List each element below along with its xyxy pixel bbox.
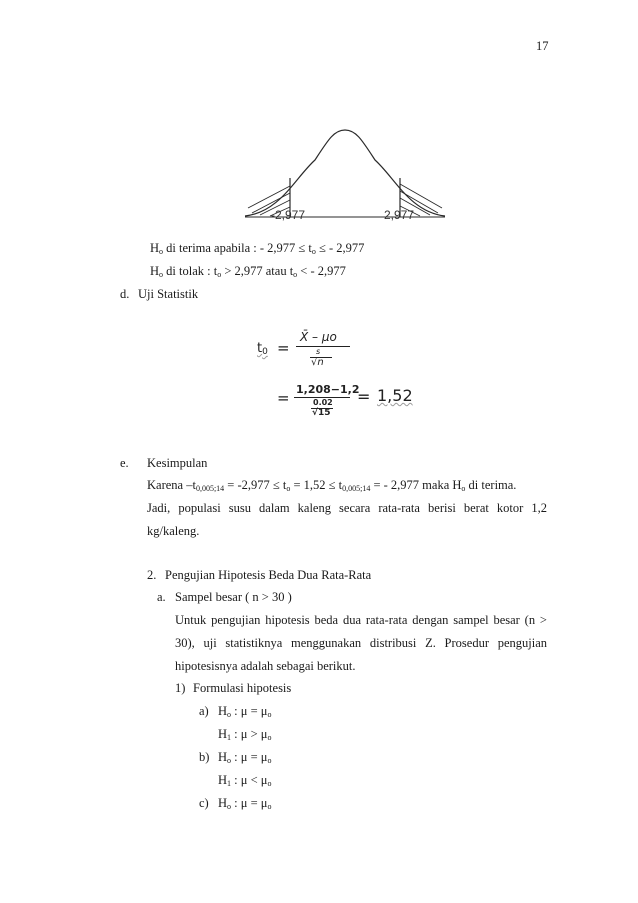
item-a-h0-text: : μ = μ xyxy=(231,704,268,718)
item-a-h1 xyxy=(218,726,271,746)
curve-left-label: -2,977 xyxy=(271,208,306,222)
formula-lhs-t: t xyxy=(257,341,263,356)
conclusion-1d: = - 2,977 maka H xyxy=(370,478,462,492)
subsection-a-title: Sampel besar ( n > 30 ) xyxy=(175,590,292,604)
conclusion-1c: = 1,52 ≤ t xyxy=(290,478,343,492)
item-b-h0-text: : μ = μ xyxy=(231,750,268,764)
sub1-title: Formulasi hipotesis xyxy=(193,681,292,695)
paragraph-line-2: 30), uji statistiknya menggunakan distribusi Z. Prosedur pengujian xyxy=(175,636,547,650)
section-d-title: Uji Statistik xyxy=(138,287,199,301)
page-number: 17 xyxy=(536,39,549,53)
item-c-h0-text: : μ = μ xyxy=(231,796,268,810)
item-a-h1-sub: 1 xyxy=(227,733,232,742)
reject-rule-sub2: o xyxy=(217,270,222,279)
item-c-h0 xyxy=(218,795,271,815)
reject-rule-text3: < - 2,977 xyxy=(297,264,346,278)
reject-rule-prefix: H xyxy=(150,264,160,278)
conclusion-line-2: Jadi, populasi susu dalam kaleng secara rata-rata berisi berat kotor 1,2 xyxy=(147,501,547,515)
conclusion-line-3: kg/kaleng. xyxy=(147,524,200,538)
reject-rule-text: di tolak : t xyxy=(163,264,218,278)
item-b-h1-tail: o xyxy=(267,779,272,788)
formula-den1-top: s xyxy=(316,347,321,356)
item-a-h0-tail: o xyxy=(267,710,272,719)
formula-eq-2: = xyxy=(277,389,290,407)
item-b-h0 xyxy=(218,749,271,769)
formula-result: 1,52 xyxy=(377,386,413,405)
item-a-h0 xyxy=(218,703,271,723)
conclusion-1e: di terima. xyxy=(465,478,517,492)
conclusion-1-sub1: 0,005;14 xyxy=(195,484,225,493)
item-a-h1-tail: o xyxy=(267,733,272,742)
formula-den1-bottom: √n xyxy=(311,357,324,368)
section-d-label: d. xyxy=(120,287,130,301)
conclusion-1-sub2: o xyxy=(286,484,291,493)
item-b-h0-sub: o xyxy=(227,756,232,765)
item-a-h0-sub: o xyxy=(227,710,232,719)
section-e-title: Kesimpulan xyxy=(147,456,208,470)
accept-rule-text: di terima apabila : - 2,977 ≤ t xyxy=(163,241,312,255)
item-b-label: b) xyxy=(199,750,210,764)
formula-eq-1: = xyxy=(277,339,290,357)
formula-lhs-sub: 0 xyxy=(262,347,268,357)
formula-bar-1 xyxy=(296,346,350,347)
formula-lhs xyxy=(257,341,268,357)
conclusion-1-sub3: 0,005;14 xyxy=(342,484,371,493)
item-b-h0-h: H xyxy=(218,750,228,764)
item-b-h0-tail: o xyxy=(267,756,272,765)
accept-rule-sub2: o xyxy=(311,247,316,256)
formula-den2-top: 0.02 xyxy=(313,398,333,407)
formula-den2-bottom: √15 xyxy=(312,408,331,418)
conclusion-1b: = -2,977 ≤ t xyxy=(224,478,287,492)
bell-curve xyxy=(245,130,445,216)
item-b-h1-text: : μ < μ xyxy=(231,773,268,787)
paragraph-line-1: Untuk pengujian hipotesis beda dua rata-rata dengan sampel besar (n > xyxy=(175,613,547,627)
sub1-label: 1) xyxy=(175,681,186,695)
accept-rule-prefix: H xyxy=(150,241,160,255)
reject-rule-sub: o xyxy=(159,270,164,279)
paragraph-line-3: hipotesisnya adalah sebagai berikut. xyxy=(175,659,356,673)
formula-num-2: 1,208−1,2 xyxy=(296,383,360,396)
reject-rule-sub3: o xyxy=(293,270,298,279)
reject-rule-text2: > 2,977 atau t xyxy=(221,264,294,278)
item-a-h1-h: H xyxy=(218,727,228,741)
conclusion-line-1 xyxy=(147,477,516,497)
accept-rule-sub: o xyxy=(159,247,164,256)
item-b-h1-h: H xyxy=(218,773,228,787)
section-2-title: Pengujian Hipotesis Beda Dua Rata-Rata xyxy=(165,568,372,582)
conclusion-1a: Karena –t xyxy=(147,478,196,492)
section-e-label: e. xyxy=(120,456,129,470)
formula-eq-3: = xyxy=(357,387,371,406)
accept-rule xyxy=(150,240,364,260)
section-2-label: 2. xyxy=(147,568,157,582)
reject-rule xyxy=(150,263,346,283)
item-a-label: a) xyxy=(199,704,209,718)
item-c-h0-tail: o xyxy=(267,802,272,811)
item-a-h0-h: H xyxy=(218,704,228,718)
item-c-label: c) xyxy=(199,796,209,810)
formula-num-1: X̄ – μo xyxy=(300,330,337,344)
item-b-h1-sub: 1 xyxy=(227,779,232,788)
item-a-h1-text: : μ > μ xyxy=(231,727,268,741)
accept-rule-text2: ≤ - 2,977 xyxy=(315,241,365,255)
curve-right-label: 2,977 xyxy=(384,208,415,222)
item-b-h1 xyxy=(218,772,271,792)
item-c-h0-h: H xyxy=(218,796,228,810)
item-c-h0-sub: o xyxy=(227,802,232,811)
subsection-a-label: a. xyxy=(157,590,166,604)
conclusion-1-sub4: o xyxy=(461,484,466,493)
